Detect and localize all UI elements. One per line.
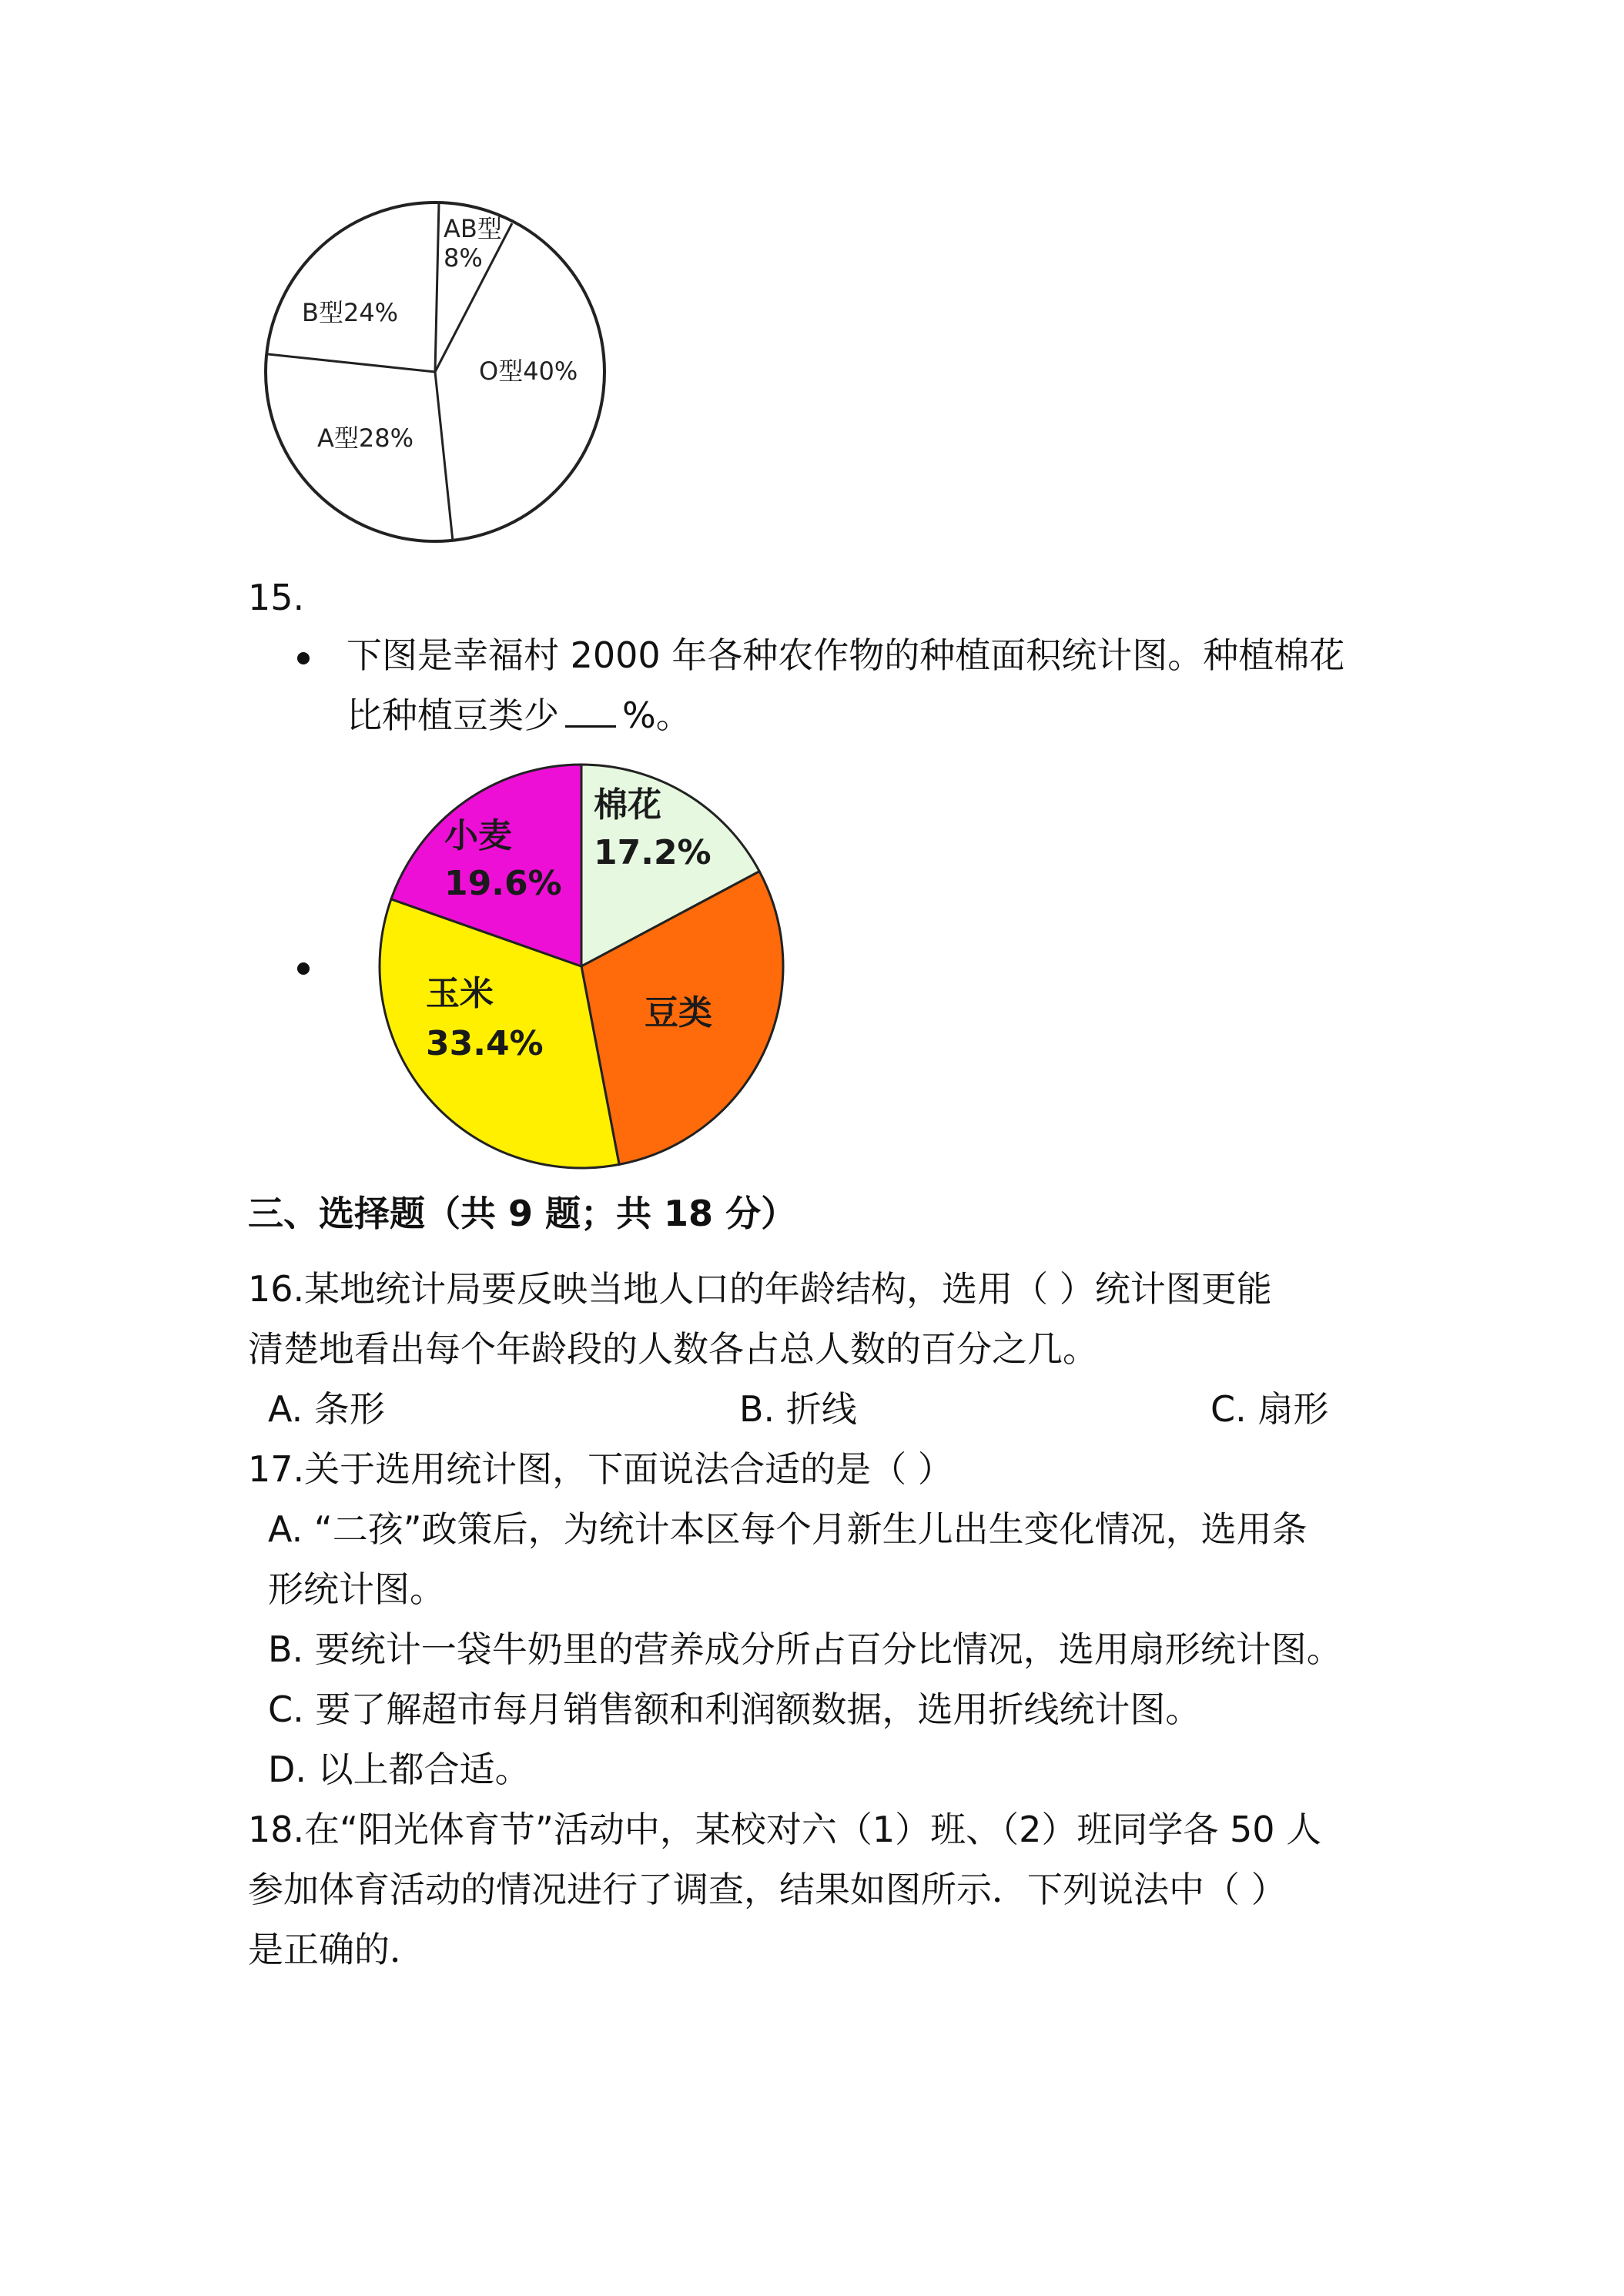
pie-divider-a-o xyxy=(435,372,453,541)
q16-line1: 16.某地统计局要反映当地人口的年龄结构，选用（ ）统计图更能 xyxy=(248,1268,1272,1310)
slice-label-ab-pct: 8% xyxy=(444,243,483,273)
q16-option-a[interactable]: A. 条形 xyxy=(268,1388,385,1430)
pie-divider-ab-b xyxy=(435,202,439,372)
slice-label-b: B型24% xyxy=(302,298,399,327)
q18-line2: 参加体育活动的情况进行了调查，结果如图所示．下列说法中（ ） xyxy=(248,1869,1287,1910)
section3-heading: 三、选择题（共 9 题；共 18 分） xyxy=(248,1193,797,1234)
slice-label-xiaomai: 小麦 xyxy=(444,816,512,855)
q15-bullet xyxy=(297,652,310,664)
slice-label-doulei: 豆类 xyxy=(645,993,712,1033)
crop-pie-chart xyxy=(373,758,789,1174)
q16-line2: 清楚地看出每个年龄段的人数各占总人数的百分之几。 xyxy=(248,1328,1098,1370)
slice-label-yumi-pct: 33.4% xyxy=(426,1024,544,1063)
q17-option-a-line2: 形统计图。 xyxy=(268,1568,445,1610)
blood-type-pie-chart xyxy=(254,192,624,554)
q18-line1: 18.在“阳光体育节”活动中，某校对六（1）班、（2）班同学各 50 人 xyxy=(248,1809,1322,1850)
slice-label-a: A型28% xyxy=(317,423,414,453)
slice-label-xiaomai-pct: 19.6% xyxy=(444,864,562,903)
q17-stem: 17.关于选用统计图，下面说法合适的是（ ） xyxy=(248,1448,953,1490)
slice-label-ab: AB型 xyxy=(444,214,502,243)
q17-option-c[interactable]: C. 要了解超市每月销售额和利润额数据，选用折线统计图。 xyxy=(268,1689,1201,1730)
q15-text-line2-a: 比种植豆类少 xyxy=(347,694,559,736)
q17-option-d[interactable]: D. 以上都合适。 xyxy=(268,1749,531,1790)
q15-text-line2-b: %。 xyxy=(622,694,691,736)
q15-number: 15. xyxy=(248,577,305,618)
q17-option-a-line1[interactable]: A. “二孩”政策后，为统计本区每个月新生儿出生变化情况，选用条 xyxy=(268,1508,1308,1550)
crop-chart-bullet xyxy=(297,962,310,975)
q17-option-b[interactable]: B. 要统计一袋牛奶里的营养成分所占百分比情况，选用扇形统计图。 xyxy=(268,1628,1342,1670)
q15-answer-blank[interactable] xyxy=(565,691,616,728)
q16-option-c[interactable]: C. 扇形 xyxy=(1210,1388,1329,1430)
q15-text-line2 xyxy=(347,685,691,745)
slice-label-mianhua-pct: 17.2% xyxy=(594,833,712,872)
q15-text-line1: 下图是幸福村 2000 年各种农作物的种植面积统计图。种植棉花 xyxy=(347,634,1345,676)
pie-divider-b-a xyxy=(268,354,435,372)
slice-label-o: O型40% xyxy=(479,356,578,386)
slice-label-yumi: 玉米 xyxy=(426,974,494,1013)
crop-pie-slices xyxy=(380,765,783,1168)
q18-line3: 是正确的． xyxy=(248,1929,425,1970)
q16-option-b[interactable]: B. 折线 xyxy=(739,1388,857,1430)
slice-label-mianhua: 棉花 xyxy=(594,785,661,825)
